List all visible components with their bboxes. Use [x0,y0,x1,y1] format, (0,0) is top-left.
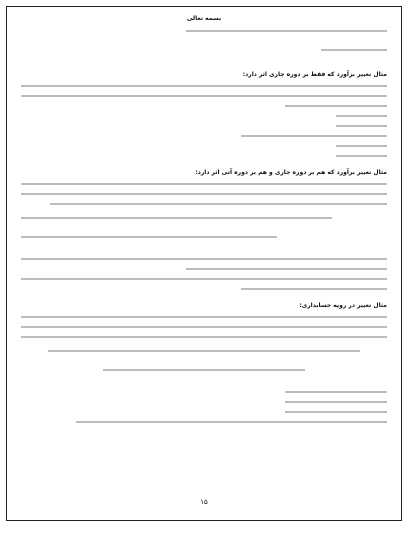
author-block [21,30,387,59]
unreadable-text-line [76,421,387,423]
unreadable-text-line [336,115,387,117]
unreadable-text-line [285,401,387,403]
example-3-body [21,316,387,338]
example-3-heading: مثال تغییر در رویه حسابداری: [299,302,387,309]
unreadable-text-line [21,336,387,338]
example-2-body [21,183,387,205]
unreadable-text-line [321,49,387,51]
unreadable-text-line [48,350,359,352]
unreadable-text-line [241,135,387,137]
unreadable-text-line [285,411,387,413]
unreadable-text-line [21,236,277,238]
example-1-body [21,85,387,157]
unreadable-text-line [21,95,387,97]
unreadable-text-line [103,369,304,371]
unreadable-text-line [21,85,387,87]
unreadable-text-line [285,391,387,393]
unreadable-text-line [336,125,387,127]
unreadable-text-line [336,145,387,147]
unreadable-text-line [186,268,387,270]
unreadable-text-line [21,326,387,328]
unreadable-text-line [241,288,387,290]
unreadable-text-line [21,316,387,318]
example-3-calculations [21,350,387,379]
example-3-results [21,391,387,423]
example-2-heading: مثال تغییر برآورد که هم بر دوره جاری و هم بر دوره آتی اثر دارد: [195,169,387,176]
notes-block [21,258,387,290]
unreadable-text-line [21,217,332,219]
example-2-calculations [21,217,387,246]
document-page [6,6,402,521]
unreadable-text-line [21,278,387,280]
unreadable-text-line [186,30,387,32]
basmala: بسمه تعالی [186,15,222,22]
unreadable-text-line [21,183,387,185]
unreadable-text-line [285,105,387,107]
unreadable-text-line [336,155,387,157]
unreadable-text-line [21,193,387,195]
unreadable-text-line [50,203,387,205]
page-number: ۱۵ [200,498,208,506]
unreadable-text-line [21,258,387,260]
example-1-heading: مثال تغییر برآورد که فقط بر دوره جاری اثر دارد: [242,71,387,78]
